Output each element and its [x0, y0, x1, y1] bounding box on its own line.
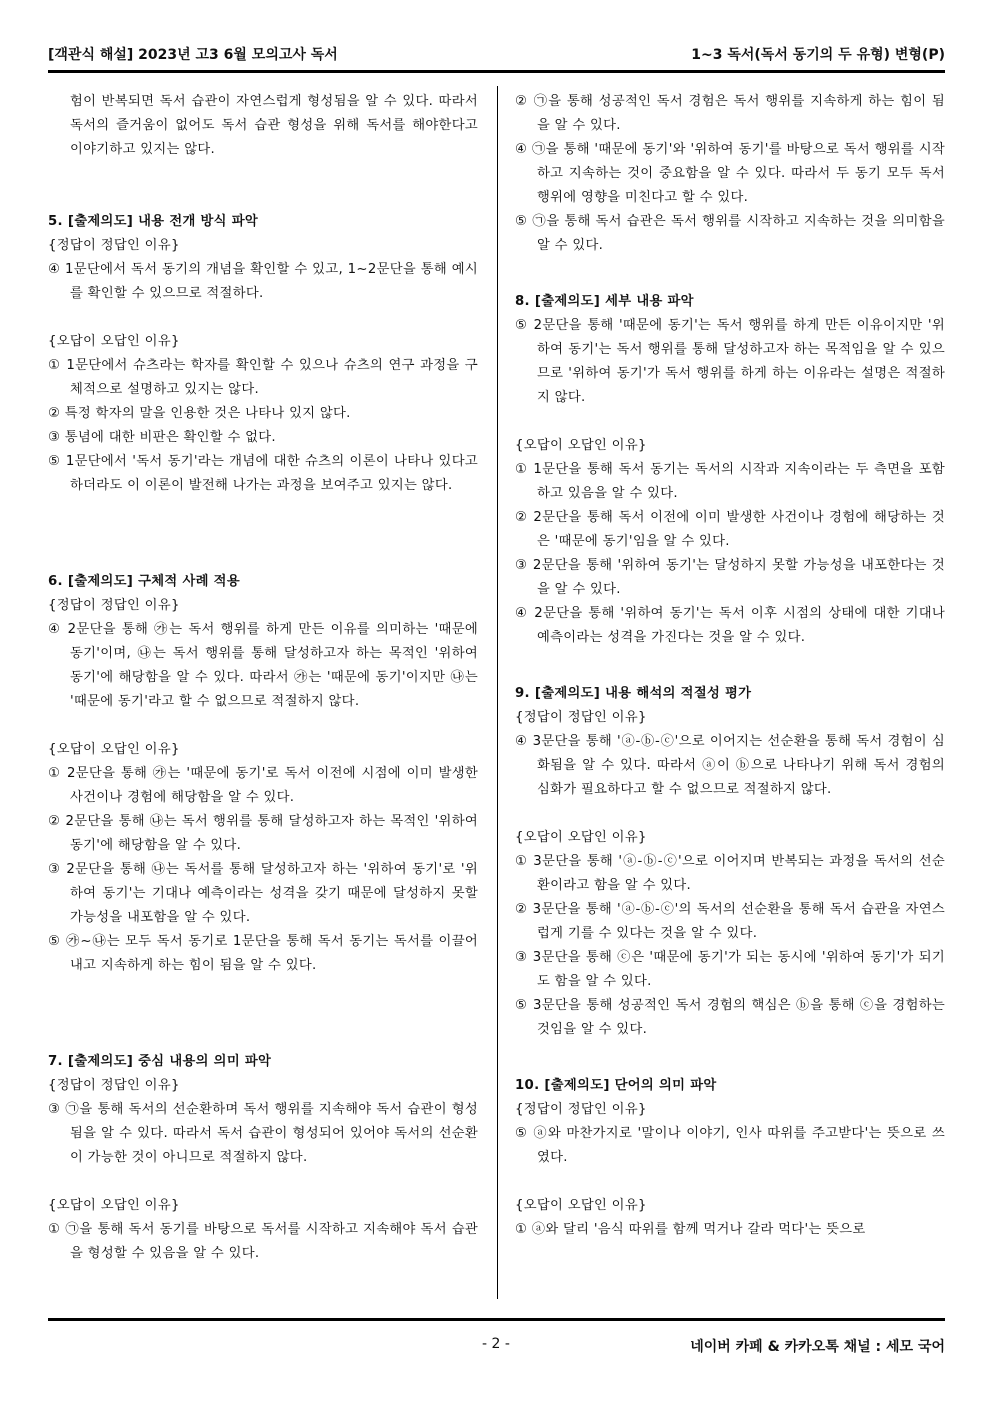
q5-wrong-item: ② 특정 학자의 말을 인용한 것은 나타나 있지 않다. [48, 406, 351, 421]
header-rule [48, 70, 945, 73]
q10-wrong-label: {오답이 오답인 이유} [515, 1198, 647, 1213]
q6-wrong-item: ③ 2문단을 통해 ㉯는 독서를 통해 달성하고자 하는 '위하여 동기'로 '위하여 동기'는 기대나 예측이라는 성격을 갖기 때문에 달성하지 못할 가능성을 내포함을 알 수 있다. [48, 862, 478, 925]
q6-title: 6. [출제의도] 구체적 사례 적용 [48, 574, 240, 589]
q8-correct-item: ⑤ 2문단을 통해 '때문에 동기'는 독서 행위를 하게 만든 이유이지만 '위하여 동기'는 독서 행위를 통해 달성하고자 하는 목적임을 알 수 있으므로 '위하여 동기'가 독서 행위를 하게 하는 이유라는 설명은 적절하지 않다. [515, 318, 945, 405]
q7-title: 7. [출제의도] 중심 내용의 의미 파악 [48, 1054, 272, 1069]
left-column [48, 90, 478, 1266]
q7-wrong-item: ⑤ ㉠을 통해 독서 습관은 독서 행위를 시작하고 지속하는 것을 의미함을 알 수 있다. [515, 214, 945, 253]
page-number: - 2 - [482, 1336, 510, 1352]
q5-correct-label: {정답이 정답인 이유} [48, 238, 180, 253]
q7-wrong-item: ④ ㉠을 통해 '때문에 동기'와 '위하여 동기'를 바탕으로 독서 행위를 시작하고 지속하는 것이 중요함을 알 수 있다. 따라서 두 동기 모두 독서 행위에 영향을 미친다고 할 수 있다. [515, 142, 945, 205]
q7-wrong-label: {오답이 오답인 이유} [48, 1198, 180, 1213]
footer-brand: 네이버 카페 & 카카오톡 채널 : 세모 국어 [690, 1339, 945, 1355]
q9-wrong-label: {오답이 오답인 이유} [515, 830, 647, 845]
q7-wrong-item: ① ㉠을 통해 독서 동기를 바탕으로 독서를 시작하고 지속해야 독서 습관을 형성할 수 있음을 알 수 있다. [48, 1222, 478, 1261]
q6-wrong-label: {오답이 오답인 이유} [48, 742, 180, 757]
q5-wrong-item: ③ 통념에 대한 비판은 확인할 수 없다. [48, 430, 276, 445]
q9-wrong-item: ③ 3문단을 통해 ⓒ은 '때문에 동기'가 되는 동시에 '위하여 동기'가 되기도 함을 알 수 있다. [515, 950, 945, 989]
page-header [48, 44, 945, 66]
q6-wrong-item: ⑤ ㉮~㉯는 모두 독서 동기로 1문단을 통해 독서 동기는 독서를 이끌어 내고 지속하게 하는 힘이 됨을 알 수 있다. [48, 934, 478, 973]
column-divider [497, 86, 498, 1299]
intro-paragraph: 험이 반복되면 독서 습관이 자연스럽게 형성됨을 알 수 있다. 따라서 독서의 즐거움이 없어도 독서 습관 형성을 위해 독서를 해야한다고 이야기하고 있지는 않다. [70, 94, 478, 157]
q10-title: 10. [출제의도] 단어의 의미 파악 [515, 1078, 717, 1093]
footer-rule [48, 1318, 945, 1321]
q5-wrong-label: {오답이 오답인 이유} [48, 334, 180, 349]
header-subtitle: 1~3 독서(독서 동기의 두 유형) 변형(P) [691, 47, 945, 63]
q9-wrong-item: ① 3문단을 통해 'ⓐ-ⓑ-ⓒ'으로 이어지며 반복되는 과정을 독서의 선순환이라고 함을 알 수 있다. [515, 854, 945, 893]
q8-wrong-item: ③ 2문단을 통해 '위하여 동기'는 달성하지 못할 가능성을 내포한다는 것을 알 수 있다. [515, 558, 945, 597]
q9-correct-item: ④ 3문단을 통해 'ⓐ-ⓑ-ⓒ'으로 이어지는 선순환을 통해 독서 경험이 심화됨을 알 수 있다. 따라서 ⓐ이 ⓑ으로 나타나기 위해 독서 경험의 심화가 필요하다고 할 수 없으므로 적절하지 않다. [515, 734, 945, 797]
q6-wrong-item: ① 2문단을 통해 ㉮는 '때문에 동기'로 독서 이전에 시점에 이미 발생한 사건이나 경험에 해당함을 알 수 있다. [48, 766, 478, 805]
q8-wrong-item: ② 2문단을 통해 독서 이전에 이미 발생한 사건이나 경험에 해당하는 것은 '때문에 동기'임을 알 수 있다. [515, 510, 945, 549]
q6-correct-label: {정답이 정답인 이유} [48, 598, 180, 613]
header-title: [객관식 해설] 2023년 고3 6월 모의고사 독서 [48, 47, 338, 63]
q8-wrong-item: ④ 2문단을 통해 '위하여 동기'는 독서 이후 시점의 상태에 대한 기대나 예측이라는 성격을 가진다는 것을 알 수 있다. [515, 606, 945, 645]
q8-wrong-label: {오답이 오답인 이유} [515, 438, 647, 453]
q6-correct-item: ④ 2문단을 통해 ㉮는 독서 행위를 하게 만든 이유를 의미하는 '때문에 동기'이며, ㉯는 독서 행위를 통해 달성하고자 하는 목적인 '위하여 동기'에 해당함을 알 수 있다. 따라서 ㉮는 '때문에 동기'이지만 ㉯는 '때문에 동기'라고 할 수 없으므로 적절하지 않다. [48, 622, 478, 709]
q5-wrong-item: ⑤ 1문단에서 '독서 동기'라는 개념에 대한 슈츠의 이론이 나타나 있다고 하더라도 이 이론이 발전해 나가는 과정을 보여주고 있지는 않다. [48, 454, 478, 493]
q5-correct-item: ④ 1문단에서 독서 동기의 개념을 확인할 수 있고, 1~2문단을 통해 예시를 확인할 수 있으므로 적절하다. [48, 262, 478, 301]
q9-correct-label: {정답이 정답인 이유} [515, 710, 647, 725]
q6-wrong-item: ② 2문단을 통해 ㉯는 독서 행위를 통해 달성하고자 하는 목적인 '위하여 동기'에 해당함을 알 수 있다. [48, 814, 478, 853]
q10-correct-item: ⑤ ⓐ와 마찬가지로 '말이나 이야기, 인사 따위를 주고받다'는 뜻으로 쓰였다. [515, 1126, 945, 1165]
q5-wrong-item: ① 1문단에서 슈츠라는 학자를 확인할 수 있으나 슈츠의 연구 과정을 구체적으로 설명하고 있지는 않다. [48, 358, 478, 397]
q10-wrong-item: ① ⓐ와 달리 '음식 따위를 함께 먹거나 갈라 먹다'는 뜻으로 [515, 1222, 866, 1237]
q5-title: 5. [출제의도] 내용 전개 방식 파악 [48, 214, 259, 229]
q10-correct-label: {정답이 정답인 이유} [515, 1102, 647, 1117]
q9-wrong-item: ② 3문단을 통해 'ⓐ-ⓑ-ⓒ'의 독서의 선순환을 통해 독서 습관을 자연스럽게 기를 수 있다는 것을 알 수 있다. [515, 902, 945, 941]
right-column [515, 90, 945, 1242]
q7-correct-label: {정답이 정답인 이유} [48, 1078, 180, 1093]
q9-wrong-item: ⑤ 3문단을 통해 성공적인 독서 경험의 핵심은 ⓑ을 통해 ⓒ을 경험하는 것임을 알 수 있다. [515, 998, 945, 1037]
q7-wrong-item: ② ㉠을 통해 성공적인 독서 경험은 독서 행위를 지속하게 하는 힘이 됨을 알 수 있다. [515, 94, 945, 133]
q8-wrong-item: ① 1문단을 통해 독서 동기는 독서의 시작과 지속이라는 두 측면을 포함하고 있음을 알 수 있다. [515, 462, 945, 501]
q8-title: 8. [출제의도] 세부 내용 파악 [515, 294, 694, 309]
q9-title: 9. [출제의도] 내용 해석의 적절성 평가 [515, 686, 752, 701]
q7-correct-item: ③ ㉠을 통해 독서의 선순환하며 독서 행위를 지속해야 독서 습관이 형성됨을 알 수 있다. 따라서 독서 습관이 형성되어 있어야 독서의 선순환이 가능한 것이 아니므로 적절하지 않다. [48, 1102, 478, 1165]
